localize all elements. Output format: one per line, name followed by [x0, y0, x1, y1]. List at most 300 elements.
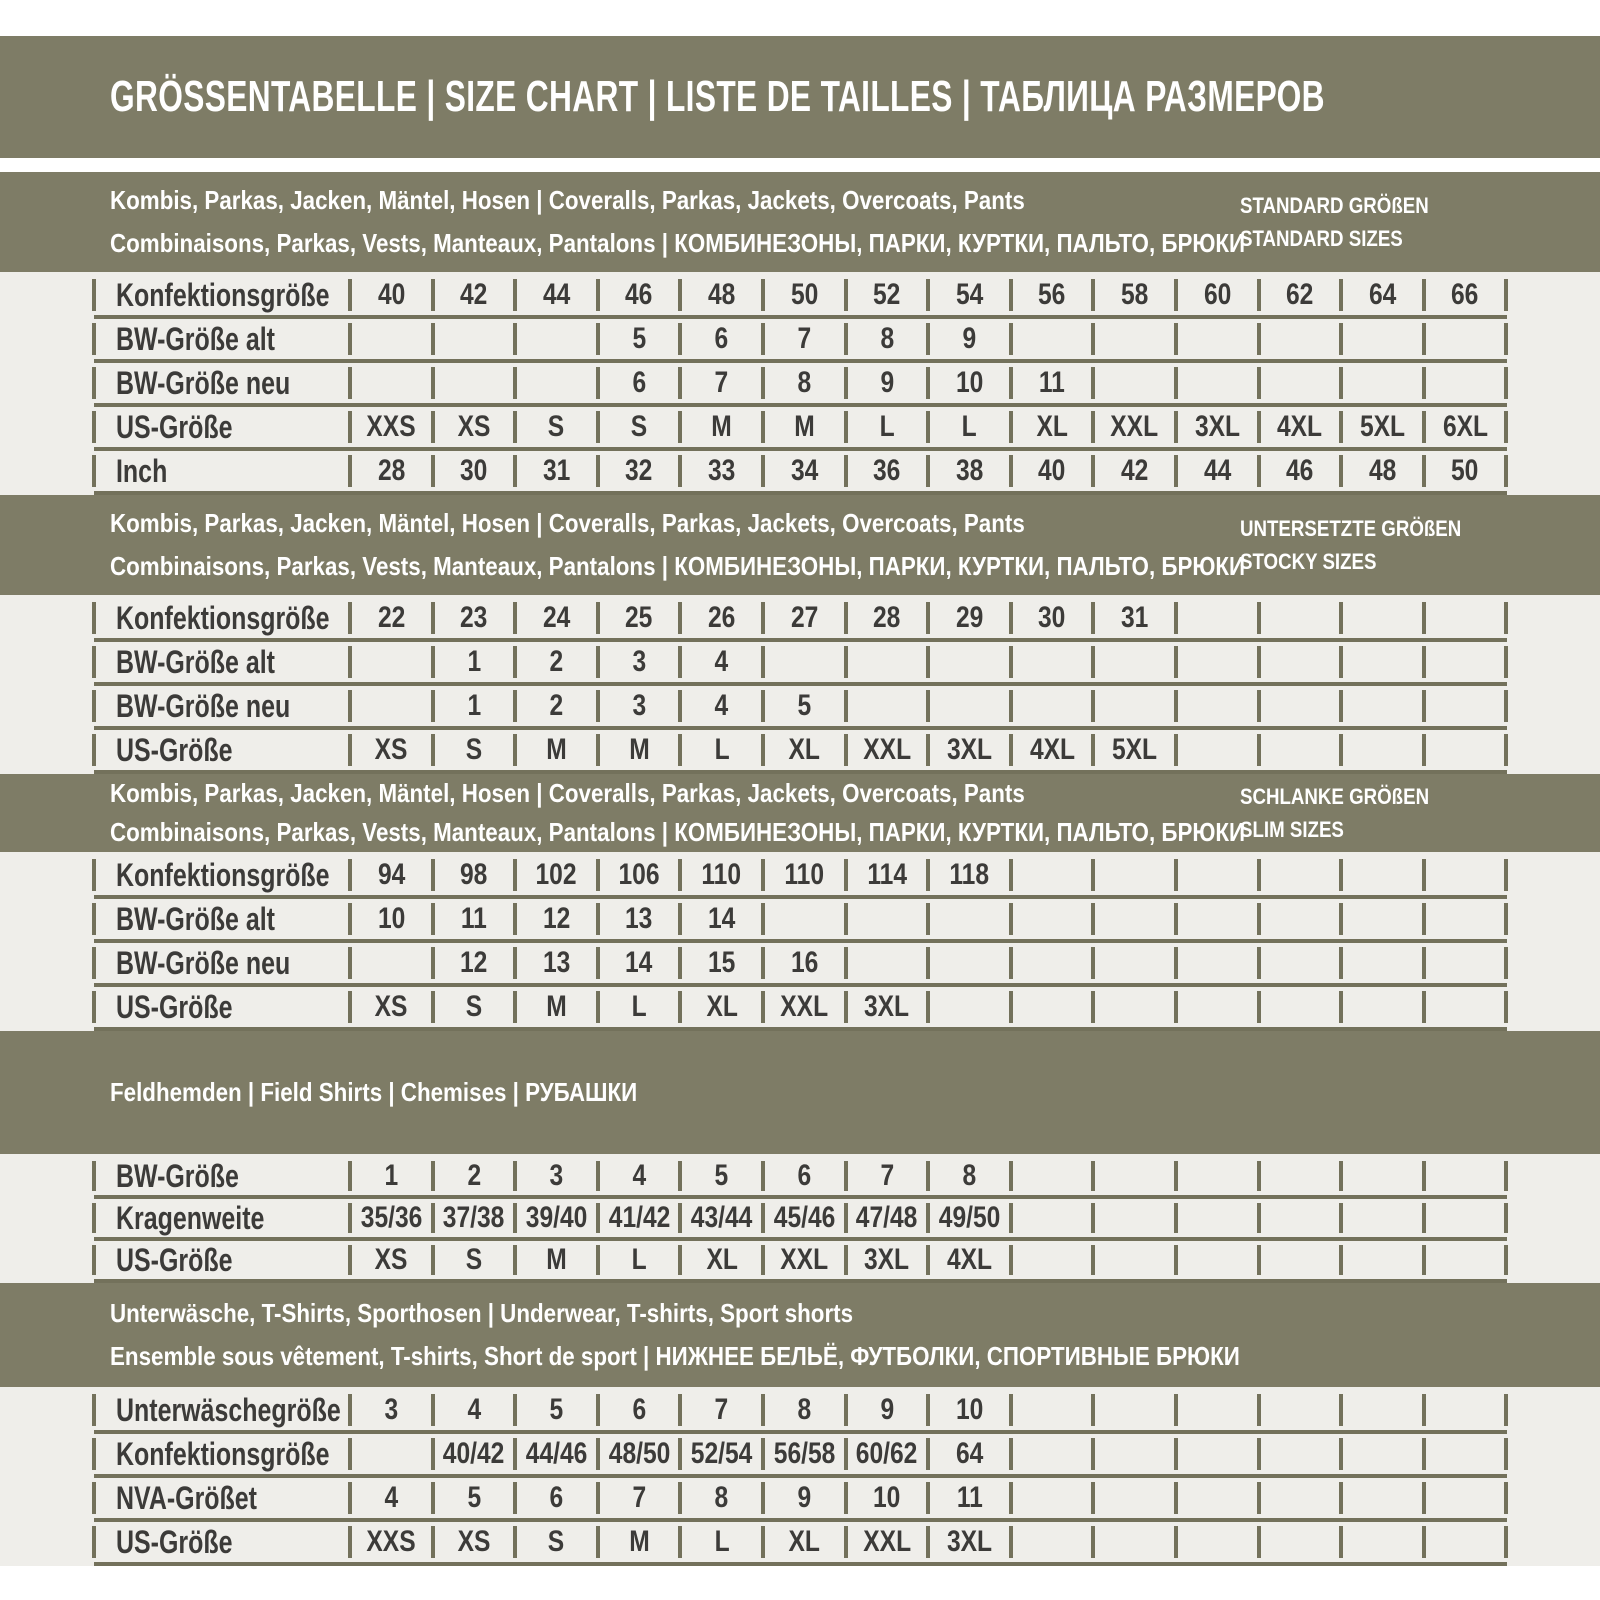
table-cell: 13 — [598, 899, 681, 939]
table-row — [0, 1199, 1600, 1237]
table-cell: 34 — [763, 451, 846, 491]
table-cell — [1011, 686, 1094, 726]
size-table-stocky — [0, 595, 1600, 774]
table-cell: 64 — [928, 1434, 1011, 1474]
table-cell: 40 — [350, 275, 433, 315]
table-cell — [1093, 1478, 1176, 1518]
table-cell: L — [598, 987, 681, 1027]
table-cell — [1093, 943, 1176, 983]
table-cell — [1011, 1241, 1094, 1279]
table-cell: XXL — [846, 730, 929, 770]
table-row — [0, 1478, 1600, 1518]
table-cell: L — [928, 407, 1011, 447]
table-cell: 5XL — [1341, 407, 1424, 447]
table-cell — [1176, 686, 1259, 726]
table-cell: 24 — [515, 598, 598, 638]
table-cell: XXL — [846, 1522, 929, 1562]
table-cell — [1093, 1390, 1176, 1430]
table-cell: 42 — [1093, 451, 1176, 491]
table-cell: 5 — [433, 1478, 516, 1518]
table-cell — [928, 987, 1011, 1027]
table-cell: 41/42 — [598, 1199, 681, 1237]
table-cell — [1424, 598, 1507, 638]
section-badge — [1240, 785, 1462, 841]
section-band-slim — [0, 774, 1600, 852]
table-cell: 8 — [846, 319, 929, 359]
table-cell: XL — [680, 987, 763, 1027]
table-cell: 106 — [598, 855, 681, 895]
table-cell: 11 — [928, 1478, 1011, 1518]
table-cell: XS — [433, 407, 516, 447]
table-cell — [1424, 1157, 1507, 1195]
table-cell: 110 — [680, 855, 763, 895]
table-row — [0, 1522, 1600, 1562]
section-badge-line: SCHLANKE GRÖßEN — [1240, 783, 1430, 809]
table-cell: 3XL — [846, 1241, 929, 1279]
table-cell — [1341, 855, 1424, 895]
table-cell — [1093, 1434, 1176, 1474]
table-cell — [1176, 1199, 1259, 1237]
table-cell — [1259, 642, 1342, 682]
table-cell — [1259, 363, 1342, 403]
row-label: Konfektionsgröße — [94, 598, 350, 638]
page-title-band — [0, 36, 1600, 158]
section-badge-line: STANDARD GRÖßEN — [1240, 192, 1429, 218]
table-cell — [1093, 1199, 1176, 1237]
size-table-underwear — [0, 1387, 1600, 1566]
table-cell — [1424, 987, 1507, 1027]
table-cell: S — [515, 407, 598, 447]
table-cell: 5 — [763, 686, 846, 726]
table-cell: 7 — [680, 1390, 763, 1430]
section-badge-line: STOCKY SIZES — [1240, 549, 1377, 574]
table-cell — [1424, 1241, 1507, 1279]
table-cell: 98 — [433, 855, 516, 895]
table-row — [0, 363, 1600, 403]
row-label: BW-Größe neu — [94, 686, 350, 726]
table-cell: XL — [763, 730, 846, 770]
table-cell: 2 — [515, 642, 598, 682]
table-cell: 48 — [680, 275, 763, 315]
table-cell — [1176, 598, 1259, 638]
table-cell: XS — [350, 730, 433, 770]
table-cell: 50 — [763, 275, 846, 315]
table-cell: 26 — [680, 598, 763, 638]
row-label: Konfektionsgröße — [94, 855, 350, 895]
table-cell: 4 — [680, 642, 763, 682]
section-badge-line: UNTERSETZTE GRÖßEN — [1240, 515, 1462, 541]
sections-container — [0, 172, 1600, 1566]
table-cell — [1011, 987, 1094, 1027]
table-cell: 5 — [515, 1390, 598, 1430]
table-cell: 44/46 — [515, 1434, 598, 1474]
row-label: Unterwäschegröße — [94, 1390, 350, 1430]
table-cell — [433, 363, 516, 403]
table-cell: M — [598, 1522, 681, 1562]
table-cell — [928, 642, 1011, 682]
table-cell: 3XL — [1176, 407, 1259, 447]
table-cell — [1176, 1434, 1259, 1474]
table-cell — [1259, 598, 1342, 638]
table-cell — [1176, 943, 1259, 983]
table-cell: 66 — [1424, 275, 1507, 315]
table-cell — [433, 319, 516, 359]
table-cell: 8 — [680, 1478, 763, 1518]
table-cell — [1341, 1522, 1424, 1562]
table-cell: 56 — [1011, 275, 1094, 315]
table-cell — [1176, 855, 1259, 895]
table-cell: 36 — [846, 451, 929, 491]
table-cell: 4 — [598, 1157, 681, 1195]
section-band-shirts — [0, 1031, 1600, 1154]
table-cell: M — [763, 407, 846, 447]
row-label: Konfektionsgröße — [94, 275, 350, 315]
table-cell — [1259, 686, 1342, 726]
table-row — [0, 899, 1600, 939]
table-cell: 43/44 — [680, 1199, 763, 1237]
table-cell: 60 — [1176, 275, 1259, 315]
table-cell — [1093, 1157, 1176, 1195]
table-row — [0, 1390, 1600, 1430]
row-label: BW-Größe alt — [94, 319, 350, 359]
table-cell — [1341, 899, 1424, 939]
table-cell — [1093, 319, 1176, 359]
table-cell: 2 — [433, 1157, 516, 1195]
table-cell: M — [515, 1241, 598, 1279]
table-cell — [1424, 1199, 1507, 1237]
section-header-line: Unterwäsche, T-Shirts, Sporthosen | Underwear, T-shirts, Sport shorts — [110, 1297, 854, 1328]
table-cell — [1424, 1522, 1507, 1562]
table-cell — [1341, 598, 1424, 638]
table-cell — [846, 686, 929, 726]
table-cell — [1341, 1434, 1424, 1474]
table-cell — [350, 943, 433, 983]
table-cell — [1424, 686, 1507, 726]
table-cell — [1011, 1478, 1094, 1518]
table-row — [0, 943, 1600, 983]
section-badge-line: SLIM SIZES — [1240, 817, 1344, 842]
section-band-stocky — [0, 495, 1600, 595]
size-table-slim — [0, 852, 1600, 1031]
table-cell: 4 — [433, 1390, 516, 1430]
table-cell: 7 — [846, 1157, 929, 1195]
table-cell: L — [680, 730, 763, 770]
table-cell: 3 — [350, 1390, 433, 1430]
table-cell: 6 — [763, 1157, 846, 1195]
table-cell — [1259, 855, 1342, 895]
table-cell: M — [515, 987, 598, 1027]
section-header-line: Kombis, Parkas, Jacken, Mäntel, Hosen | Coveralls, Parkas, Jackets, Overcoats, Pants — [110, 777, 1025, 808]
table-cell: 4XL — [1011, 730, 1094, 770]
table-cell: 2 — [515, 686, 598, 726]
row-label: Inch — [94, 451, 350, 491]
table-cell — [846, 642, 929, 682]
table-cell: 9 — [846, 363, 929, 403]
table-cell — [1259, 899, 1342, 939]
table-cell — [1424, 319, 1507, 359]
table-cell: 39/40 — [515, 1199, 598, 1237]
table-cell: XXL — [1093, 407, 1176, 447]
table-cell: XS — [350, 1241, 433, 1279]
table-row — [0, 1157, 1600, 1195]
table-cell: 3XL — [928, 1522, 1011, 1562]
table-cell: 13 — [515, 943, 598, 983]
table-cell — [1176, 1241, 1259, 1279]
table-cell: S — [433, 1241, 516, 1279]
table-cell: 1 — [433, 642, 516, 682]
table-cell: 54 — [928, 275, 1011, 315]
table-cell — [763, 642, 846, 682]
table-cell: 28 — [846, 598, 929, 638]
row-label: BW-Größe neu — [94, 943, 350, 983]
table-cell: 58 — [1093, 275, 1176, 315]
table-cell: 10 — [350, 899, 433, 939]
table-cell — [1424, 1390, 1507, 1430]
table-cell: 30 — [433, 451, 516, 491]
table-cell: 8 — [763, 363, 846, 403]
table-cell — [1341, 642, 1424, 682]
table-cell — [1176, 1157, 1259, 1195]
table-cell: M — [598, 730, 681, 770]
table-cell — [1176, 730, 1259, 770]
section-header-line: Kombis, Parkas, Jacken, Mäntel, Hosen | Coveralls, Parkas, Jackets, Overcoats, Pants — [110, 507, 1025, 538]
table-cell — [1011, 855, 1094, 895]
row-label: US-Größe — [94, 1522, 350, 1562]
table-cell — [1341, 363, 1424, 403]
table-cell — [350, 363, 433, 403]
table-cell — [515, 319, 598, 359]
table-cell — [928, 899, 1011, 939]
table-cell — [1424, 730, 1507, 770]
table-cell: 3 — [598, 686, 681, 726]
table-cell — [846, 943, 929, 983]
table-cell: M — [515, 730, 598, 770]
table-cell: 47/48 — [846, 1199, 929, 1237]
table-cell: 40 — [1011, 451, 1094, 491]
table-cell — [515, 363, 598, 403]
table-cell — [1176, 1478, 1259, 1518]
table-cell — [350, 319, 433, 359]
section-badge-line: STANDARD SIZES — [1240, 226, 1403, 251]
table-row — [0, 987, 1600, 1027]
table-cell: 12 — [515, 899, 598, 939]
table-cell: 4XL — [928, 1241, 1011, 1279]
size-table-standard — [0, 272, 1600, 495]
table-cell: 46 — [598, 275, 681, 315]
table-cell — [1093, 855, 1176, 895]
table-cell: 3XL — [846, 987, 929, 1027]
table-cell: XXS — [350, 1522, 433, 1562]
table-cell: 31 — [515, 451, 598, 491]
section-header-line: Feldhemden | Field Shirts | Chemises | РУБАШКИ — [110, 1076, 638, 1107]
table-cell: 10 — [928, 363, 1011, 403]
table-cell: 37/38 — [433, 1199, 516, 1237]
table-row — [0, 1241, 1600, 1279]
table-cell: 40/42 — [433, 1434, 516, 1474]
section-header-line: Ensemble sous vêtement, T-shirts, Short de sport | НИЖНЕЕ БЕЛЬЁ, ФУТБОЛКИ, СПОРТИВНЫЕ БРЮКИ — [110, 1341, 1240, 1371]
table-cell — [1341, 686, 1424, 726]
section-header-line: Combinaisons, Parkas, Vests, Manteaux, Pantalons | КОМБИНЕЗОНЫ, ПАРКИ, КУРТКИ, ПАЛЬТО, БРЮКИ — [110, 551, 1246, 581]
table-cell — [1011, 1522, 1094, 1562]
table-cell: 1 — [350, 1157, 433, 1195]
table-cell: 4 — [680, 686, 763, 726]
table-row — [0, 319, 1600, 359]
table-cell — [1341, 730, 1424, 770]
table-cell: 50 — [1424, 451, 1507, 491]
table-cell — [1259, 1390, 1342, 1430]
table-cell: 7 — [680, 363, 763, 403]
table-cell — [1341, 1241, 1424, 1279]
table-cell — [1093, 1522, 1176, 1562]
table-cell: L — [846, 407, 929, 447]
table-cell — [763, 899, 846, 939]
table-cell: 10 — [928, 1390, 1011, 1430]
table-cell — [1259, 1199, 1342, 1237]
table-cell: 28 — [350, 451, 433, 491]
table-cell: 3 — [598, 642, 681, 682]
row-label: US-Größe — [94, 407, 350, 447]
table-cell — [1176, 899, 1259, 939]
table-cell — [1011, 1434, 1094, 1474]
table-cell: 45/46 — [763, 1199, 846, 1237]
table-cell — [1341, 319, 1424, 359]
table-cell — [1341, 1157, 1424, 1195]
table-cell — [1259, 987, 1342, 1027]
table-cell: 23 — [433, 598, 516, 638]
section-badge — [1240, 194, 1462, 250]
table-cell: 25 — [598, 598, 681, 638]
table-cell: 11 — [433, 899, 516, 939]
table-cell: 118 — [928, 855, 1011, 895]
table-cell: 5 — [598, 319, 681, 359]
table-cell — [1341, 1478, 1424, 1518]
table-cell — [1176, 987, 1259, 1027]
table-cell: 5XL — [1093, 730, 1176, 770]
table-cell: 52 — [846, 275, 929, 315]
row-label: BW-Größe alt — [94, 899, 350, 939]
row-label: Konfektionsgröße — [94, 1434, 350, 1474]
table-cell: XXL — [763, 987, 846, 1027]
table-cell: 15 — [680, 943, 763, 983]
table-row — [0, 855, 1600, 895]
table-cell — [1093, 1241, 1176, 1279]
table-cell: 8 — [928, 1157, 1011, 1195]
section-badge — [1240, 517, 1500, 573]
table-cell — [1424, 1478, 1507, 1518]
table-cell — [1259, 730, 1342, 770]
table-cell — [1259, 1157, 1342, 1195]
table-cell: XL — [763, 1522, 846, 1562]
table-cell: S — [433, 730, 516, 770]
table-cell: 8 — [763, 1390, 846, 1430]
table-cell: 9 — [928, 319, 1011, 359]
table-cell: 38 — [928, 451, 1011, 491]
table-cell: S — [515, 1522, 598, 1562]
table-cell: 42 — [433, 275, 516, 315]
table-cell — [1341, 943, 1424, 983]
table-cell: 29 — [928, 598, 1011, 638]
table-cell — [1176, 642, 1259, 682]
table-row — [0, 407, 1600, 447]
table-cell: 22 — [350, 598, 433, 638]
size-table-shirts — [0, 1154, 1600, 1283]
table-cell — [1341, 987, 1424, 1027]
table-cell: L — [680, 1522, 763, 1562]
table-cell: 4XL — [1259, 407, 1342, 447]
row-label: BW-Größe — [94, 1157, 350, 1195]
table-cell: 35/36 — [350, 1199, 433, 1237]
table-cell: XS — [350, 987, 433, 1027]
table-cell — [1424, 363, 1507, 403]
table-cell — [1176, 1390, 1259, 1430]
table-cell — [1093, 899, 1176, 939]
section-band-standard — [0, 172, 1600, 272]
table-cell: 7 — [598, 1478, 681, 1518]
row-label: Kragenweite — [94, 1199, 350, 1237]
table-cell: 1 — [433, 686, 516, 726]
table-row — [0, 598, 1600, 638]
table-cell — [928, 943, 1011, 983]
table-cell — [1341, 1390, 1424, 1430]
table-cell: 11 — [1011, 363, 1094, 403]
row-label: BW-Größe alt — [94, 642, 350, 682]
table-row — [0, 730, 1600, 770]
table-cell: 9 — [763, 1478, 846, 1518]
table-cell: 6 — [598, 363, 681, 403]
table-cell — [1424, 855, 1507, 895]
table-cell — [1011, 899, 1094, 939]
table-cell: 7 — [763, 319, 846, 359]
table-cell: M — [680, 407, 763, 447]
table-cell — [1424, 899, 1507, 939]
row-label: BW-Größe neu — [94, 363, 350, 403]
table-cell — [1011, 1390, 1094, 1430]
row-label: US-Größe — [94, 1241, 350, 1279]
table-cell — [1093, 987, 1176, 1027]
table-cell: 4 — [350, 1478, 433, 1518]
page-title: GRÖSSENTABELLE | SIZE CHART | LISTE DE TAILLES | ТАБЛИЦА РАЗМЕРОВ — [110, 72, 1325, 121]
table-cell: XL — [680, 1241, 763, 1279]
row-label: US-Größe — [94, 730, 350, 770]
table-cell: 114 — [846, 855, 929, 895]
table-cell: 110 — [763, 855, 846, 895]
table-cell: 52/54 — [680, 1434, 763, 1474]
table-row — [0, 686, 1600, 726]
table-cell: S — [433, 987, 516, 1027]
table-cell — [1176, 319, 1259, 359]
table-cell: L — [598, 1241, 681, 1279]
table-cell — [350, 642, 433, 682]
table-cell: 56/58 — [763, 1434, 846, 1474]
table-cell: 33 — [680, 451, 763, 491]
table-cell: XS — [433, 1522, 516, 1562]
table-cell — [1341, 1199, 1424, 1237]
table-cell — [1011, 642, 1094, 682]
table-row — [0, 1434, 1600, 1474]
table-cell: 14 — [680, 899, 763, 939]
table-cell: 48/50 — [598, 1434, 681, 1474]
table-cell: 102 — [515, 855, 598, 895]
table-cell: 3 — [515, 1157, 598, 1195]
table-cell — [1259, 1434, 1342, 1474]
table-cell: 64 — [1341, 275, 1424, 315]
table-cell: 31 — [1093, 598, 1176, 638]
table-cell — [1093, 642, 1176, 682]
table-cell: 9 — [846, 1390, 929, 1430]
table-cell — [1424, 943, 1507, 983]
table-cell: 30 — [1011, 598, 1094, 638]
table-row — [0, 451, 1600, 491]
